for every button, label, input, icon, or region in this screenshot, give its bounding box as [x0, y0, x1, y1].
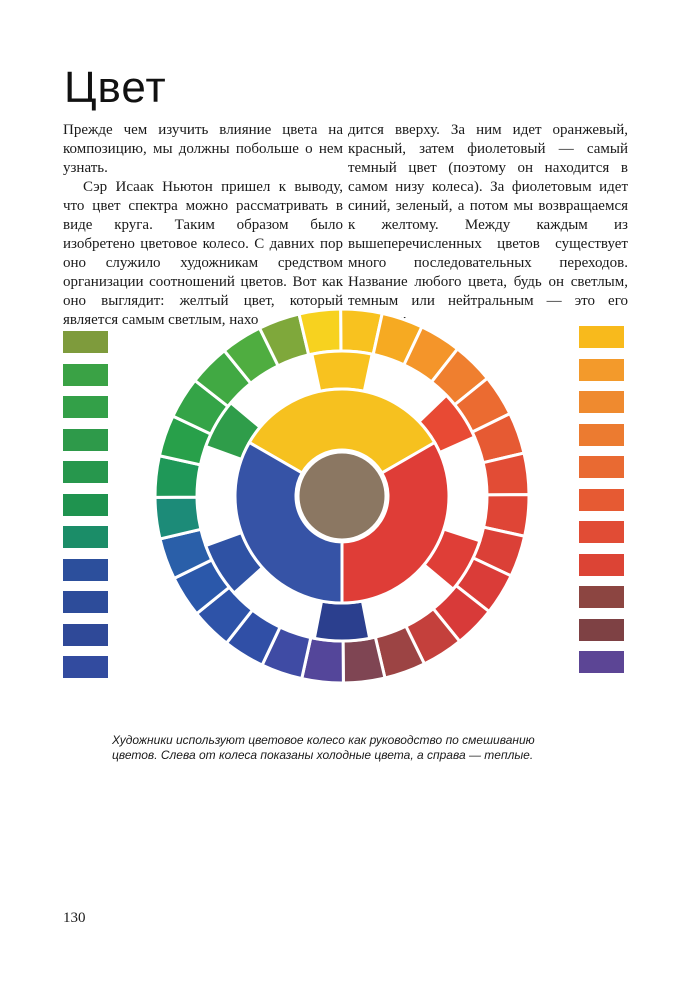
page-title: Цвет [64, 63, 167, 112]
wheel-center-neutral [298, 452, 386, 540]
page-number: 130 [63, 910, 86, 926]
paragraph-newton: Сэр Исаак Ньютон пришел к выводу, что цвет спектра можно рассматривать в виде круга. Таким образом было изобретено цветовое колесо. С давних пор оно служило художникам средством организации соотношений цветов. Вот как оно выглядит: желтый цвет, который является самым светлым, нахо [63, 179, 343, 328]
figure-caption [112, 733, 582, 763]
paragraph-intro: Прежде чем изучить влияние цвета на композицию, мы должны побольше о нем узнать. [63, 122, 343, 176]
inner-color-block [314, 601, 369, 641]
continuation-text: дится вверху. За ним идет оранжевый, красный, затем фиолетовый — самый темный цвет (поэтому он находится в самом низу колеса). За фиолетовым идет синий, зеленый, а потом мы возвращаемся к желтому. Между каждым из вышеперечисленных цветов существует много последовательных переходов. Название любого цвета, будь он светлым, темным или нейтральным — это его [348, 122, 628, 309]
caption-line-1: Художники используют цветовое колесо как руководство по смешиванию [112, 733, 535, 747]
caption-line-2: цветов. Слева от колеса показаны холодные цвета, а справа — теплые. [112, 748, 534, 762]
inner-color-block [312, 351, 372, 391]
